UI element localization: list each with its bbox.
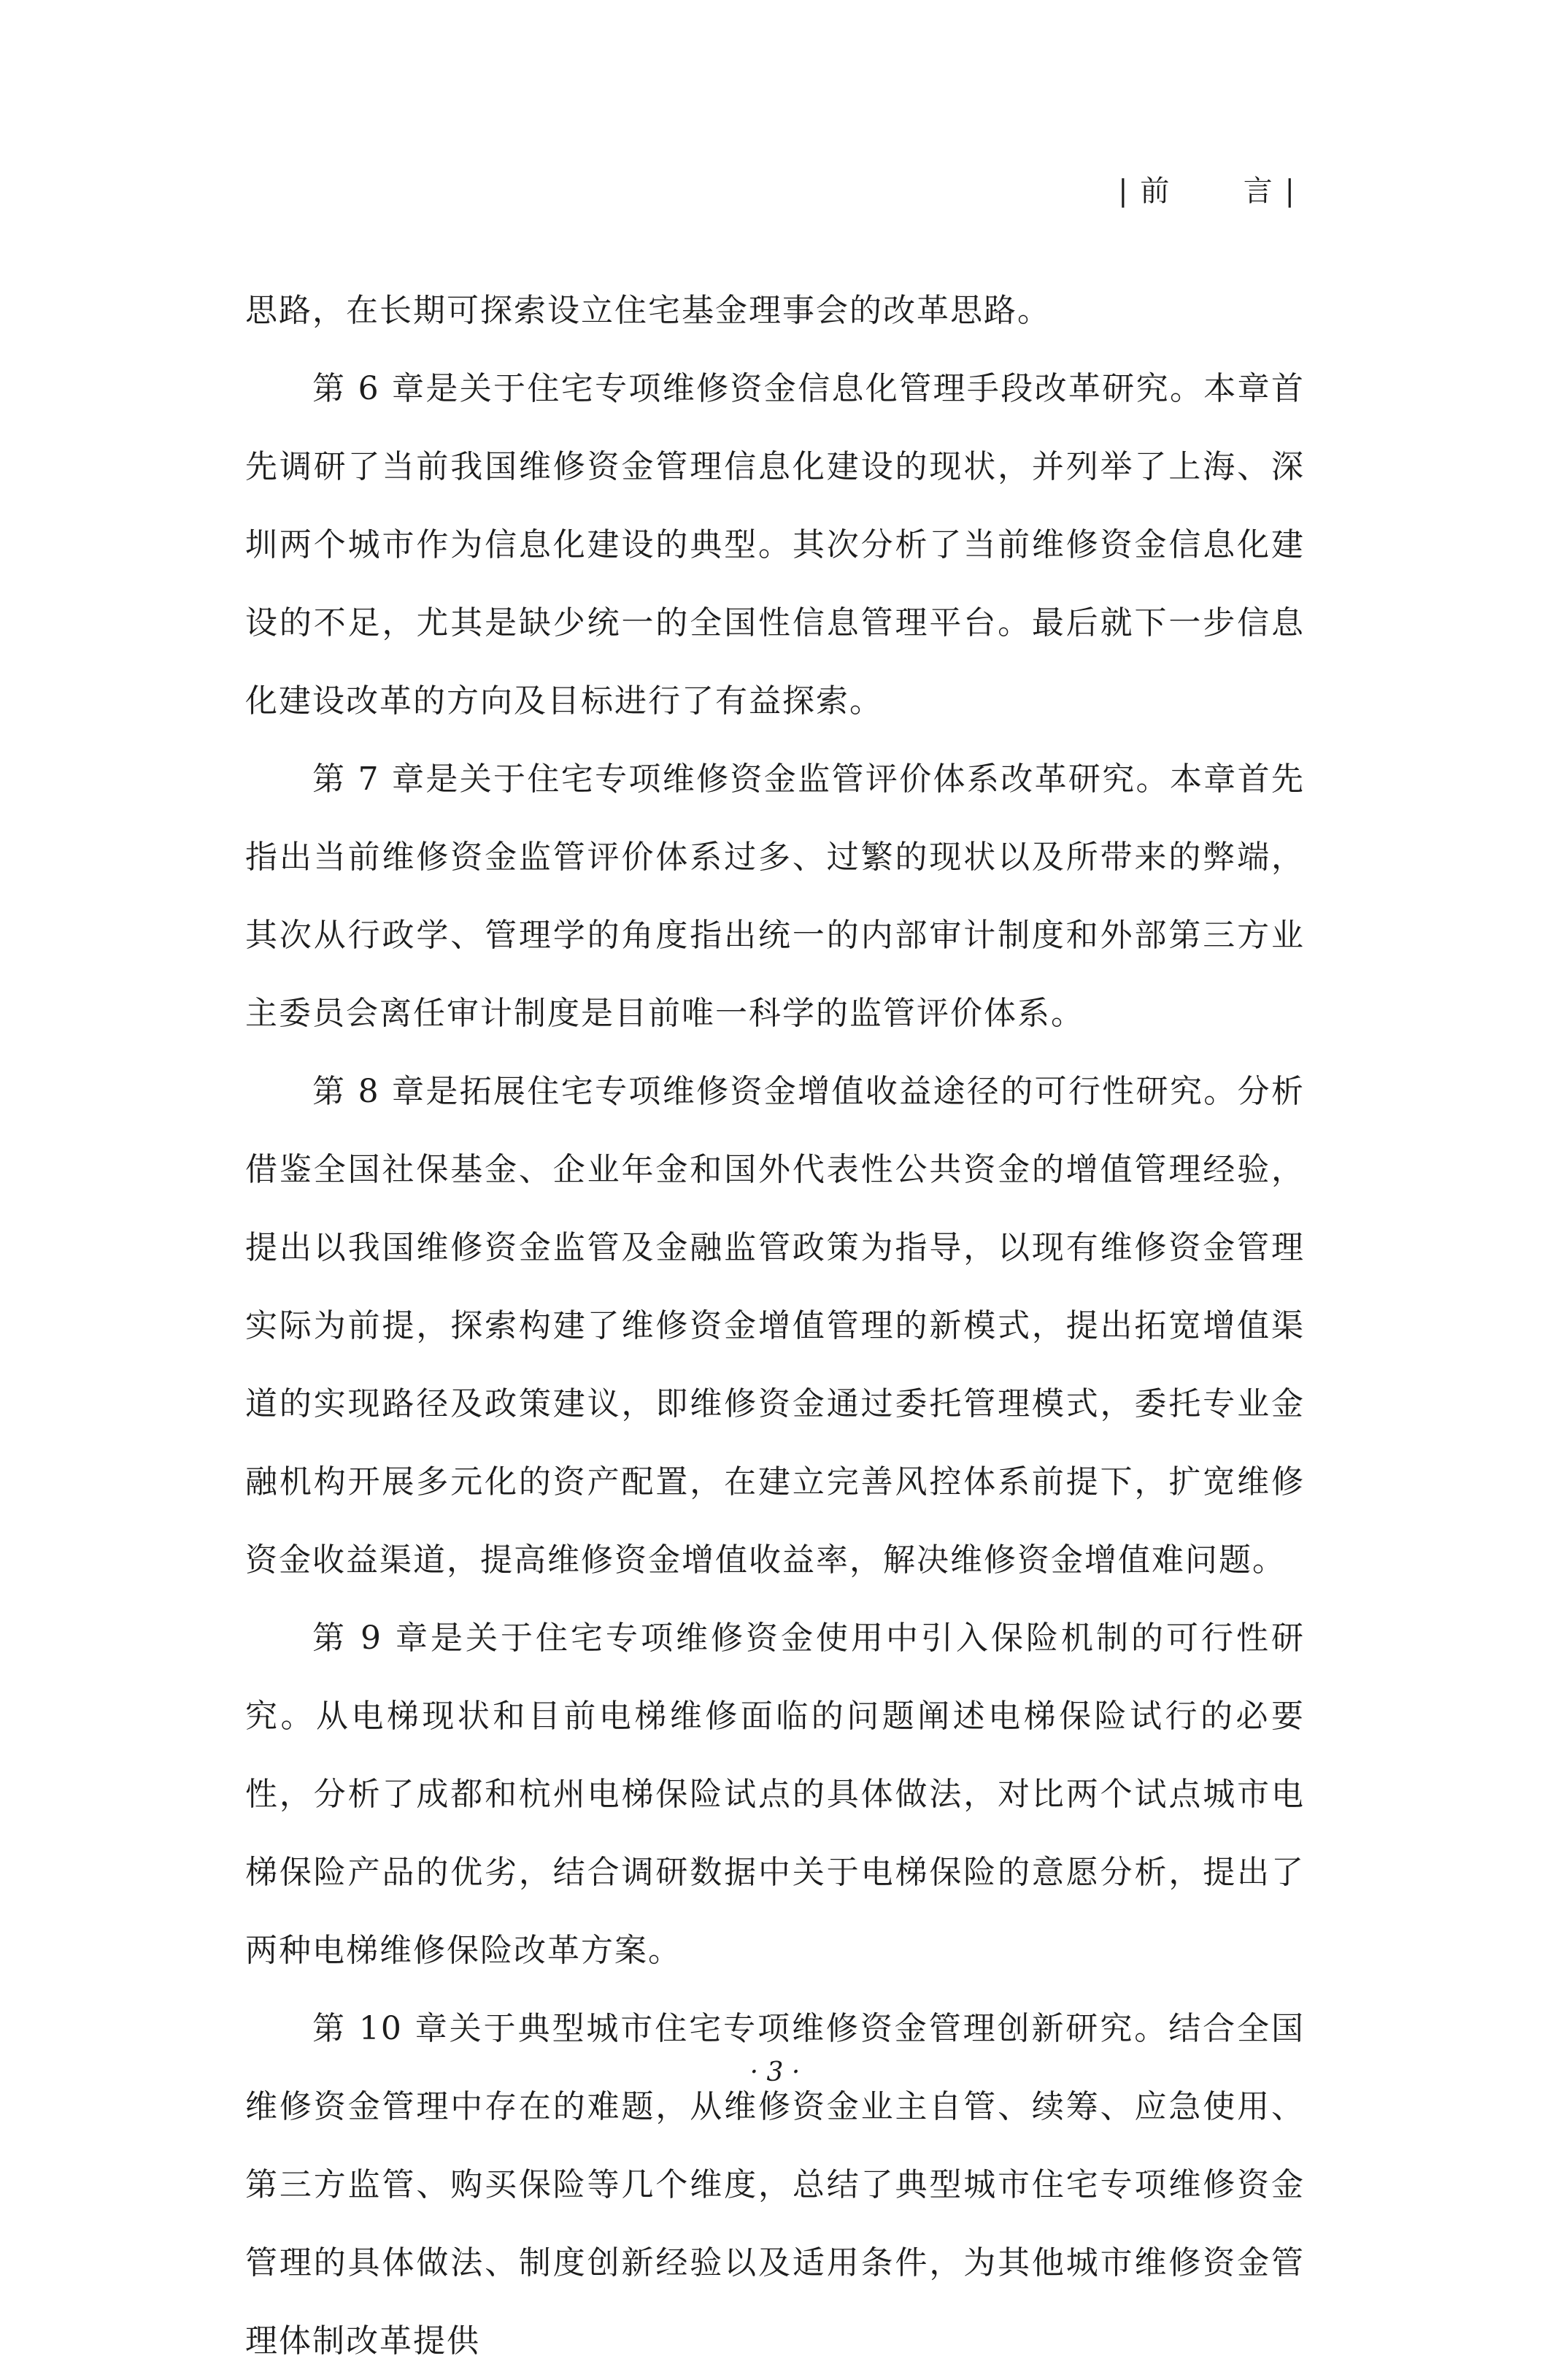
paragraph-chapter-8: 第 8 章是拓展住宅专项维修资金增值收益途径的可行性研究。分析借鉴全国社保基金、企业年金和国外代表性公共资金的增值管理经验，提出以我国维修资金监管及金融监管政策为指导，以现有维修资金管理实际为前提，探索构建了维修资金增值管理的新模式，提出拓宽增值渠道的实现路径及政策建议，即维修资金通过委托管理模式，委托专业金融机构开展多元化的资产配置，在建立完善风控体系前提下，扩宽维修资金收益渠道，提高维修资金增值收益率，解决维修资金增值难问题。 [245, 1073, 1305, 1579]
paragraph-chapter-9: 第 9 章是关于住宅专项维修资金使用中引入保险机制的可行性研究。从电梯现状和目前电梯维修面临的问题阐述电梯保险试行的必要性，分析了成都和杭州电梯保险试点的具体做法，对比两个试点城市电梯保险产品的优劣，结合调研数据中关于电梯保险的意愿分析，提出了两种电梯维修保险改革方案。 [245, 1620, 1305, 1969]
header-left-bar: | [1118, 174, 1130, 208]
header-title-left: 前 [1140, 174, 1171, 208]
paragraph-chapter-7: 第 7 章是关于住宅专项维修资金监管评价体系改革研究。本章首先指出当前维修资金监管评价体系过多、过繁的现状以及所带来的弊端，其次从行政学、管理学的角度指出统一的内部审计制度和外部第三方业主委员会离任审计制度是目前唯一科学的监管评价体系。 [245, 760, 1305, 1032]
header-title-right: 言 [1243, 174, 1274, 208]
paragraph-chapter-6: 第 6 章是关于住宅专项维修资金信息化管理手段改革研究。本章首先调研了当前我国维修资金管理信息化建设的现状，并列举了上海、深圳两个城市作为信息化建设的典型。其次分析了当前维修资金信息化建设的不足，尤其是缺少统一的全国性信息管理平台。最后就下一步信息化建设改革的方向及目标进行了有益探索。 [245, 370, 1305, 720]
header-right-bar: | [1284, 174, 1296, 208]
paragraph-continuation: 思路，在长期可探索设立住宅基金理事会的改革思路。 [245, 292, 1051, 329]
running-header [1118, 172, 1296, 210]
page-number: · 3 · [749, 2057, 801, 2087]
paragraph-chapter-10: 第 10 章关于典型城市住宅专项维修资金管理创新研究。结合全国维修资金管理中存在的难题，从维修资金业主自管、续筹、应急使用、第三方监管、购买保险等几个维度，总结了典型城市住宅专项维修资金管理的具体做法、制度创新经验以及适用条件，为其他城市维修资金管理体制改革提供 [245, 2010, 1305, 2360]
